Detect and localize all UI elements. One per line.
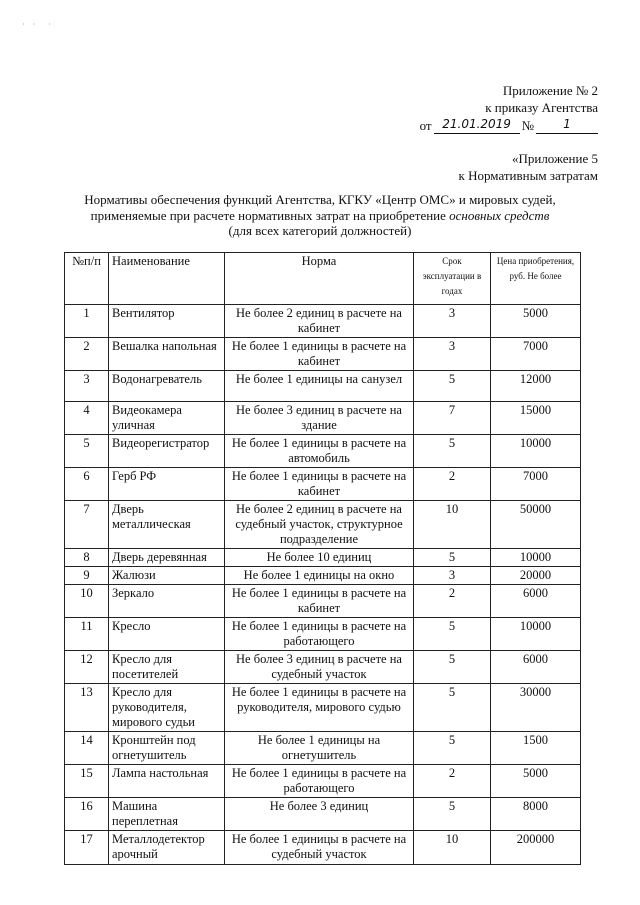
- cell-name: Видеорегистратор: [109, 435, 225, 468]
- title-line-2-prefix: применяемые при расчете нормативных затрат на приобретение: [90, 207, 446, 223]
- cell-norm: Не более 1 единицы в расчете на кабинет: [225, 338, 414, 371]
- header-price: Цена приобретения, руб. Не более: [491, 253, 581, 305]
- cell-no: 11: [65, 618, 109, 651]
- table-row: [65, 798, 581, 831]
- header-name: Наименование: [109, 253, 225, 305]
- cell-term: 3: [414, 567, 491, 585]
- cell-no: 3: [65, 371, 109, 402]
- cell-no: 7: [65, 501, 109, 549]
- cell-norm: Не более 1 единицы на санузел: [225, 371, 414, 402]
- cell-norm: Не более 1 единицы в расчете на кабинет: [225, 585, 414, 618]
- cell-no: 14: [65, 732, 109, 765]
- cell-name: Дверь металлическая: [109, 501, 225, 549]
- cell-price: 200000: [491, 831, 581, 865]
- table-row: [65, 549, 581, 567]
- table-row: [65, 468, 581, 501]
- cell-term: 5: [414, 549, 491, 567]
- cell-term: 2: [414, 468, 491, 501]
- table-row: [65, 765, 581, 798]
- cell-price: 12000: [491, 371, 581, 402]
- cell-term: 10: [414, 831, 491, 865]
- cell-price: 50000: [491, 501, 581, 549]
- title-line-2-italic: основных средств: [449, 207, 550, 223]
- title-line-1: Нормативы обеспечения функций Агентства, КГКУ «Центр ОМС» и мировых судей,: [84, 192, 556, 207]
- order-number: 1: [536, 116, 598, 134]
- table-row: [65, 831, 581, 865]
- cell-norm: Не более 3 единиц: [225, 798, 414, 831]
- cell-price: 30000: [491, 684, 581, 732]
- cell-name: Вешалка напольная: [109, 338, 225, 371]
- cell-no: 9: [65, 567, 109, 585]
- cell-term: 2: [414, 765, 491, 798]
- table-row: [65, 402, 581, 435]
- appendix-header: [420, 82, 598, 134]
- cell-no: 1: [65, 305, 109, 338]
- cell-price: 10000: [491, 549, 581, 567]
- cell-name: Зеркало: [109, 585, 225, 618]
- cell-price: 15000: [491, 402, 581, 435]
- cell-name: Вентилятор: [109, 305, 225, 338]
- table-row: [65, 305, 581, 338]
- cell-norm: Не более 1 единицы в расчете на работающего: [225, 618, 414, 651]
- cell-norm: Не более 1 единицы в расчете на руководителя, мирового судью: [225, 684, 414, 732]
- scan-noise: · · ·: [22, 20, 54, 29]
- cell-term: 5: [414, 618, 491, 651]
- table-row: [65, 585, 581, 618]
- order-date-line: [420, 116, 598, 134]
- cell-price: 5000: [491, 765, 581, 798]
- cell-name: Машина переплетная: [109, 798, 225, 831]
- table-row: [65, 371, 581, 402]
- cell-price: 20000: [491, 567, 581, 585]
- cell-name: Кресло для посетителей: [109, 651, 225, 684]
- header-term: Срок эксплуатации в годах: [414, 253, 491, 305]
- cell-name: Кресло для руководителя, мирового судьи: [109, 684, 225, 732]
- order-date: 21.01.2019: [434, 116, 520, 134]
- cell-price: 7000: [491, 468, 581, 501]
- cell-norm: Не более 3 единиц в расчете на судебный участок: [225, 651, 414, 684]
- appendix-number: Приложение № 2: [502, 83, 598, 98]
- cell-no: 10: [65, 585, 109, 618]
- cell-no: 6: [65, 468, 109, 501]
- appendix5-line: «Приложение 5: [511, 151, 598, 166]
- cell-price: 5000: [491, 305, 581, 338]
- cell-name: Кресло: [109, 618, 225, 651]
- title-line-3: (для всех категорий должностей): [228, 223, 412, 238]
- cell-price: 1500: [491, 732, 581, 765]
- cell-norm: Не более 10 единиц: [225, 549, 414, 567]
- table-row: [65, 338, 581, 371]
- order-number-label: №: [521, 118, 534, 133]
- table-row: [65, 567, 581, 585]
- cell-no: 12: [65, 651, 109, 684]
- table-row: [65, 684, 581, 732]
- norm-costs-line: к Нормативным затратам: [458, 168, 598, 183]
- order-reference: к приказу Агентства: [485, 100, 598, 115]
- cell-name: Герб РФ: [109, 468, 225, 501]
- header-no: №п/п: [65, 253, 109, 305]
- cell-no: 15: [65, 765, 109, 798]
- cell-no: 13: [65, 684, 109, 732]
- cell-no: 8: [65, 549, 109, 567]
- cell-term: 5: [414, 798, 491, 831]
- cell-term: 5: [414, 435, 491, 468]
- cell-name: Водонагреватель: [109, 371, 225, 402]
- cell-term: 3: [414, 305, 491, 338]
- cell-norm: Не более 1 единицы в расчете на кабинет: [225, 468, 414, 501]
- order-from-label: от: [419, 118, 432, 133]
- cell-norm: Не более 1 единицы на огнетушитель: [225, 732, 414, 765]
- cell-price: 7000: [491, 338, 581, 371]
- title-line-2: [40, 208, 600, 224]
- cell-norm: Не более 2 единиц в расчете на судебный участок, структурное подразделение: [225, 501, 414, 549]
- cell-name: Лампа настольная: [109, 765, 225, 798]
- cell-no: 4: [65, 402, 109, 435]
- cell-norm: Не более 1 единицы в расчете на судебный участок: [225, 831, 414, 865]
- cell-no: 16: [65, 798, 109, 831]
- cell-norm: Не более 2 единиц в расчете на кабинет: [225, 305, 414, 338]
- cell-price: 6000: [491, 585, 581, 618]
- cell-no: 2: [65, 338, 109, 371]
- table-row: [65, 732, 581, 765]
- cell-norm: Не более 3 единиц в расчете на здание: [225, 402, 414, 435]
- table-row: [65, 618, 581, 651]
- cell-name: Кронштейн под огнетушитель: [109, 732, 225, 765]
- cell-name: Видеокамера уличная: [109, 402, 225, 435]
- cell-norm: Не более 1 единицы в расчете на работающего: [225, 765, 414, 798]
- cell-term: 2: [414, 585, 491, 618]
- cell-term: 5: [414, 651, 491, 684]
- cell-price: 10000: [491, 618, 581, 651]
- cell-norm: Не более 1 единицы в расчете на автомобиль: [225, 435, 414, 468]
- cell-name: Жалюзи: [109, 567, 225, 585]
- cell-price: 6000: [491, 651, 581, 684]
- cell-no: 17: [65, 831, 109, 865]
- cell-price: 8000: [491, 798, 581, 831]
- cell-term: 5: [414, 732, 491, 765]
- cell-no: 5: [65, 435, 109, 468]
- header-norm: Норма: [225, 253, 414, 305]
- cell-term: 10: [414, 501, 491, 549]
- cell-name: Металлодетектор арочный: [109, 831, 225, 865]
- cell-term: 5: [414, 684, 491, 732]
- cell-term: 7: [414, 402, 491, 435]
- table-row: [65, 501, 581, 549]
- norm-costs-header: [459, 150, 598, 184]
- table-header-row: [65, 253, 581, 305]
- cell-norm: Не более 1 единицы на окно: [225, 567, 414, 585]
- table-row: [65, 651, 581, 684]
- norms-table: [64, 252, 581, 865]
- cell-price: 10000: [491, 435, 581, 468]
- cell-name: Дверь деревянная: [109, 549, 225, 567]
- table-row: [65, 435, 581, 468]
- document-title: [40, 192, 600, 239]
- cell-term: 3: [414, 338, 491, 371]
- cell-term: 5: [414, 371, 491, 402]
